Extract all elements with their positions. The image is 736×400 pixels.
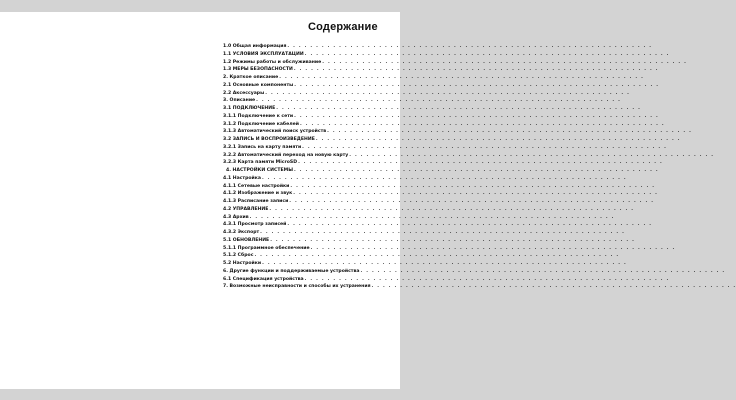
- dot-leader: . . . . . . . . . . . . . . . . . . . . . . . . . . . . . . . . . . . . . . . . . . . . . . . . . . . . . . . . . . . . . . . .: [269, 206, 635, 212]
- toc-entry-text: 3.2.2 Автоматический переход на новую карту: [223, 152, 349, 158]
- dot-leader: . . . . . . . . . . . . . . . . . . . . . . . . . . . . . . . . . . . . . . . . . . . . . . . . . . . . . . . . . . . . . . . .: [261, 175, 627, 181]
- dot-leader: . . . . . . . . . . . . . . . . . . . . . . . . . . . . . . . . . . . . . . . . . . . . . . . . . . . . . . . . . . . . . . . .: [310, 245, 676, 251]
- toc-entry[interactable]: [223, 237, 636, 245]
- dot-leader: . . . . . . . . . . . . . . . . . . . . . . . . . . . . . . . . . . . . . . . . . . . . . . . . . . . . . . . . . . . . . . . .: [276, 106, 642, 111]
- toc-entry[interactable]: [223, 167, 659, 175]
- dot-leader: . . . . . . . . . . . . . . . . . . . . . . . . . . . . . . . . . . . . . . . . . . . . . . . . . . . . . . . . . . . . . . . .: [293, 191, 659, 197]
- dot-leader: . . . . . . . . . . . . . . . . . . . . . . . . . . . . . . . . . . . . . . . . . . . . . . . . . . . . . . . . . . . . . . . .: [279, 75, 645, 80]
- toc-entry-text: 4.3 Архив: [223, 214, 249, 220]
- dot-leader: . . . . . . . . . . . . . . . . . . . . . . . . . . . . . . . . . . . . . . . . . . . . . . . . . . . . . . . . . . . . . . . .: [349, 152, 715, 158]
- toc-entry[interactable]: [223, 59, 688, 67]
- toc-entry[interactable]: [223, 283, 736, 291]
- dot-leader: . . . . . . . . . . . . . . . . . . . . . . . . . . . . . . . . . . . . . . . . . . . . . . . . . . . . . . . . . . . . . . . .: [293, 168, 659, 173]
- toc-entry-text: 5.1 ОБНОВЛЕНИЕ: [223, 237, 270, 243]
- toc-entry[interactable]: [223, 128, 693, 136]
- toc-entry[interactable]: [223, 252, 620, 260]
- toc-entry-text: 3.1 ПОДКЛЮЧЕНИЕ: [223, 106, 276, 111]
- dot-leader: . . . . . . . . . . . . . . . . . . . . . . . . . . . . . . . . . . . . . . . . . . . . . . . . . . . . . . . . . . . . . . . .: [304, 51, 670, 57]
- toc-entry-text: 4.1.3 Расписание записи: [223, 199, 289, 204]
- dot-leader: . . . . . . . . . . . . . . . . . . . . . . . . . . . . . . . . . . . . . . . . . . . . . . . . . . . . . . . . . . . . . . . .: [290, 183, 656, 189]
- toc-entry[interactable]: [223, 66, 659, 74]
- toc-entry[interactable]: [223, 97, 622, 105]
- dot-leader: . . . . . . . . . . . . . . . . . . . . . . . . . . . . . . . . . . . . . . . . . . . . . . . . . . . . . . . . . . . . . . . .: [327, 129, 693, 135]
- toc-entry-text: 2.1 Основные компоненты: [223, 82, 294, 88]
- toc-entry[interactable]: [223, 229, 626, 237]
- toc-entry[interactable]: [223, 51, 670, 59]
- dot-leader: . . . . . . . . . . . . . . . . . . . . . . . . . . . . . . . . . . . . . . . . . . . . . . . . . . . . . . . . . . . . . . . .: [249, 214, 615, 220]
- dot-leader: . . . . . . . . . . . . . . . . . . . . . . . . . . . . . . . . . . . . . . . . . . . . . . . . . . . . . . . . . . . . . . . .: [315, 137, 681, 142]
- dot-leader: . . . . . . . . . . . . . . . . . . . . . . . . . . . . . . . . . . . . . . . . . . . . . . . . . . . . . . . . . . . . . . . .: [293, 67, 659, 73]
- toc-entry[interactable]: [223, 206, 635, 214]
- toc-entry-text: 4.3.2 Экспорт: [223, 230, 260, 235]
- toc-entry-text: 4. НАСТРОЙКИ СИСТЕМЫ: [226, 168, 293, 173]
- dot-leader: . . . . . . . . . . . . . . . . . . . . . . . . . . . . . . . . . . . . . . . . . . . . . . . . . . . . . . . . . . . . . . . .: [299, 121, 665, 127]
- toc-entry-text: 6.1 Спецификация устройства: [223, 276, 304, 282]
- toc-entry-text: 3.1.2 Подключение кабелей: [223, 121, 299, 127]
- dot-leader: . . . . . . . . . . . . . . . . . . . . . . . . . . . . . . . . . . . . . . . . . . . . . . . . . . . . . . . . . . . . . . . .: [270, 237, 636, 243]
- dot-leader: . . . . . . . . . . . . . . . . . . . . . . . . . . . . . . . . . . . . . . . . . . . . . . . . . . . . . . . . . . . . . . . .: [298, 160, 663, 166]
- toc-entry-text: 2. Краткое описание: [223, 75, 279, 80]
- document-page: [0, 12, 736, 389]
- toc-entry[interactable]: [223, 113, 659, 121]
- toc-entry[interactable]: [223, 221, 653, 229]
- toc-entry-text: 4.1.1 Сетевые настройки: [223, 183, 290, 189]
- toc-entry-text: 3.2 ЗАПИСЬ И ВОСПРОИЗВЕДЕНИЕ: [223, 137, 315, 142]
- toc-entry[interactable]: [223, 175, 627, 183]
- toc-entry[interactable]: [223, 183, 656, 191]
- toc-entry-text: 4.1 Настройка: [223, 175, 261, 181]
- toc-entry-text: 1.3 МЕРЫ БЕЗОПАСНОСТИ: [223, 67, 293, 73]
- toc-entry-text: 4.1.2 Изображение и звук: [223, 191, 293, 197]
- toc-entry-text: 4.3.1 Просмотр записей: [223, 222, 287, 228]
- toc-entry[interactable]: [223, 260, 627, 268]
- dot-leader: . . . . . . . . . . . . . . . . . . . . . . . . . . . . . . . . . . . . . . . . . . . . . . . . . . . . . . . . . . . . . . . .: [260, 230, 626, 235]
- toc-entry-text: 1.0 Общая информация: [223, 44, 287, 49]
- toc-entry[interactable]: [223, 245, 676, 253]
- dot-leader: . . . . . . . . . . . . . . . . . . . . . . . . . . . . . . . . . . . . . . . . . . . . . . . . . . . . . . . . . . . . . . . .: [294, 113, 659, 119]
- toc-entry-text: 3.2.3 Карта памяти MicroSD: [223, 160, 298, 166]
- toc-entry[interactable]: [223, 105, 642, 113]
- toc-entry-text: 5.2 Настройки: [223, 261, 262, 266]
- dot-leader: . . . . . . . . . . . . . . . . . . . . . . . . . . . . . . . . . . . . . . . . . . . . . . . . . . . . . . . . . . . . . . . .: [256, 98, 622, 104]
- toc-entry[interactable]: [223, 144, 668, 152]
- toc-entry-text: 3.1.1 Подключение к сети: [223, 113, 294, 119]
- toc-entry[interactable]: [223, 74, 645, 82]
- toc-entry[interactable]: [223, 268, 726, 276]
- dot-leader: . . . . . . . . . . . . . . . . . . . . . . . . . . . . . . . . . . . . . . . . . . . . . . . . . . . . . . . . . . . . . . . .: [287, 222, 653, 228]
- toc-entry-text: 1.2 Режимы работы и обслуживание: [223, 59, 322, 65]
- toc-entry-text: 3.2.1 Запись на карту памяти: [223, 144, 302, 150]
- dot-leader: . . . . . . . . . . . . . . . . . . . . . . . . . . . . . . . . . . . . . . . . . . . . . . . . . . . . . . . . . . . . . . . .: [304, 276, 670, 282]
- toc-entry-text: 6. Другие функции и поддерживаемые устройства: [223, 268, 360, 274]
- dot-leader: . . . . . . . . . . . . . . . . . . . . . . . . . . . . . . . . . . . . . . . . . . . . . . . . . . . . . . . . . . . . . . . .: [294, 82, 660, 88]
- dot-leader: . . . . . . . . . . . . . . . . . . . . . . . . . . . . . . . . . . . . . . . . . . . . . . . . . . . . . . . . . . . . . . . .: [287, 44, 653, 49]
- toc-entry[interactable]: [223, 214, 615, 222]
- toc-entry[interactable]: [223, 121, 665, 129]
- toc-entry-text: 7. Возможные неисправности и способы их устранения: [223, 284, 371, 290]
- toc-entry[interactable]: [223, 43, 653, 51]
- dot-leader: . . . . . . . . . . . . . . . . . . . . . . . . . . . . . . . . . . . . . . . . . . . . . . . . . . . . . . . . . . . . . . . .: [371, 284, 736, 290]
- toc-entry[interactable]: [223, 82, 660, 90]
- toc-entry[interactable]: [223, 190, 659, 198]
- toc-entry-text: 3. Описание: [223, 98, 256, 104]
- dot-leader: . . . . . . . . . . . . . . . . . . . . . . . . . . . . . . . . . . . . . . . . . . . . . . . . . . . . . . . . . . . . . . . .: [322, 59, 688, 65]
- toc-entry[interactable]: [223, 198, 655, 206]
- toc-entry[interactable]: [223, 276, 670, 284]
- toc-entry[interactable]: [223, 152, 715, 160]
- dot-leader: . . . . . . . . . . . . . . . . . . . . . . . . . . . . . . . . . . . . . . . . . . . . . . . . . . . . . . . . . . . . . . . .: [360, 268, 726, 274]
- toc-entry[interactable]: [223, 159, 663, 167]
- toc-entry-text: 5.1.1 Программное обеспечение: [223, 245, 310, 251]
- toc-entry-text: 2.2 Аксессуары: [223, 90, 265, 96]
- dot-leader: . . . . . . . . . . . . . . . . . . . . . . . . . . . . . . . . . . . . . . . . . . . . . . . . . . . . . . . . . . . . . . . .: [289, 199, 655, 204]
- toc-entry-text: 5.1.2 Сброс: [223, 253, 254, 259]
- dot-leader: . . . . . . . . . . . . . . . . . . . . . . . . . . . . . . . . . . . . . . . . . . . . . . . . . . . . . . . . . . . . . . . .: [254, 253, 620, 259]
- dot-leader: . . . . . . . . . . . . . . . . . . . . . . . . . . . . . . . . . . . . . . . . . . . . . . . . . . . . . . . . . . . . . . . .: [302, 144, 668, 150]
- toc-heading: Содержание: [308, 21, 378, 33]
- dot-leader: . . . . . . . . . . . . . . . . . . . . . . . . . . . . . . . . . . . . . . . . . . . . . . . . . . . . . . . . . . . . . . . .: [265, 90, 631, 96]
- toc-entry[interactable]: [223, 90, 631, 98]
- dot-leader: . . . . . . . . . . . . . . . . . . . . . . . . . . . . . . . . . . . . . . . . . . . . . . . . . . . . . . . . . . . . . . . .: [262, 261, 627, 266]
- toc-entry[interactable]: [223, 136, 681, 144]
- toc-entry-text: 4.2 УПРАВЛЕНИЕ: [223, 206, 269, 212]
- toc-entry-text: 3.1.3 Автоматический поиск устройств: [223, 129, 327, 135]
- toc-entry-text: 1.1 УСЛОВИЯ ЭКСПЛУАТАЦИИ: [223, 51, 304, 57]
- table-of-contents: [223, 43, 736, 291]
